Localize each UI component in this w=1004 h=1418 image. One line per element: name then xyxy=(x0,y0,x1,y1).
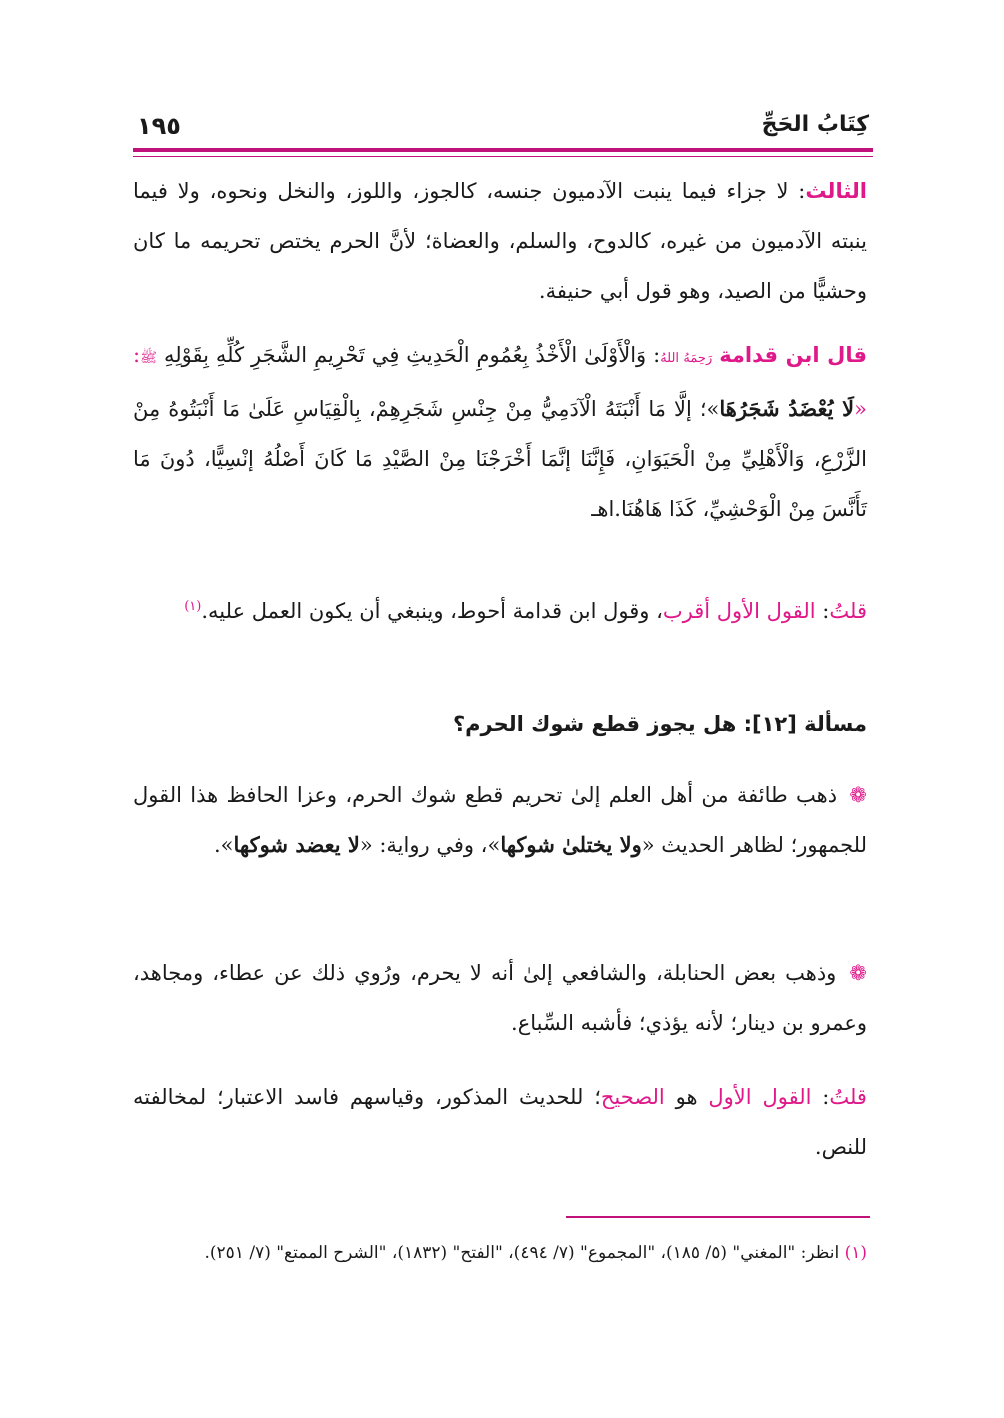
highlight-phrase: القول الأول xyxy=(708,1085,812,1109)
footnote-rule xyxy=(566,1216,870,1218)
paragraph-label: قلتُ xyxy=(829,1085,867,1109)
issue-number: مسألة [١٢]: xyxy=(743,712,867,736)
paragraph-opinion-permit xyxy=(133,948,867,1048)
flower-bullet-icon: ❁ xyxy=(849,783,867,807)
paragraph-text: »؛ إلَّا مَا أَنْبَتَهُ الْآدَمِيُّ مِنْ جِنْسِ شَجَرِهِمْ، بِالْقِيَاسِ عَلَىٰ مَا أَنْبَتُوهُ مِنْ الزَّرْعِ، وَالْأَهْلِيِّ مِنْ الْحَيَوَانِ، فَإِنَّنَا إنَّمَا أَخْرَجْنَا مِنْ الصَّيْدِ مَا كَانَ أَصْلُهُ إنْسِيًّا، دُونَ مَا تَأَنَّسَ مِنْ الْوَحْشِيِّ، كَذَا هَاهُنَا.اهـ xyxy=(133,397,867,521)
paragraph-label: الثالث xyxy=(805,179,867,203)
footnote-number: (١) xyxy=(844,1243,867,1263)
flower-bullet-icon: ❁ xyxy=(849,961,867,985)
footnote xyxy=(133,1236,867,1270)
header-rule-thick xyxy=(133,148,873,152)
book-title: كِتَابُ الحَجِّ xyxy=(761,112,869,137)
highlight-phrase: القول الأول أقرب xyxy=(662,599,816,623)
paragraph-third-opinion xyxy=(133,166,867,316)
hadith-quote: لَا يُعْضَدُ شَجَرُهَا xyxy=(719,396,855,421)
paragraph-label: قلتُ xyxy=(829,599,867,623)
footnote-text: انظر: "المغني" (٥/ ١٨٥)، "المجموع" (٧/ ٤٩٤)، "الفتح" (١٨٣٢)، "الشرح الممتع" (٧/ ٢٥١). xyxy=(204,1243,845,1263)
paragraph-text: ؛ للحديث المذكور، وقياسهم فاسد الاعتبار؛ لمخالفته للنص. xyxy=(133,1085,867,1159)
paragraph-label: قال ابن قدامة xyxy=(719,343,867,367)
header-rule-thin xyxy=(133,156,873,157)
paragraph-text: : لا جزاء فيما ينبت الآدميون جنسه، كالجوز، واللوز، والنخل ونحوه، ولا فيما ينبته الآدميون من غيره، كالدوح، والسلم، والعضاة؛ لأنَّ الحرم يختص تحريمه ما كان وحشيًّا من الصيد، وهو قول أبي حنيفة. xyxy=(133,179,867,303)
paragraph-opinion-prohibit xyxy=(133,770,867,870)
hadith-quote: ولا يختلىٰ شوكها xyxy=(500,832,642,857)
hadith-quote: لا يعضد شوكها xyxy=(233,832,360,857)
paragraph-text: وذهب بعض الحنابلة، والشافعي إلىٰ أنه لا يحرم، ورُوي ذلك عن عطاء، ومجاهد، وعمرو بن دينار؛ لأنه يؤذي؛ فأشبه السِّباع. xyxy=(133,961,867,1035)
page-header xyxy=(133,112,873,148)
page-number: ١٩٥ xyxy=(137,112,181,140)
label-colon: : xyxy=(815,599,830,623)
paragraph-text: : وَالْأَوْلَىٰ الْأَخْذُ بِعُمُومِ الْحَدِيثِ فِي تَحْرِيمِ الشَّجَرِ كُلِّهِ بِقَوْلِهِ xyxy=(163,343,661,367)
honorific-mark: رَحِمَهُ اللهُ xyxy=(660,351,713,366)
quote-open: : « xyxy=(133,343,867,421)
salutation-mark: ﷺ xyxy=(140,350,157,366)
paragraph-author-opinion-2 xyxy=(133,1072,867,1172)
paragraph-text: ». xyxy=(213,833,234,857)
paragraph-text: ذهب طائفة من أهل العلم إلىٰ تحريم قطع شوك الحرم، وعزا الحافظ هذا القول للجمهور؛ لظاهر الحديث « xyxy=(133,783,867,857)
paragraph-text: ، وقول ابن قدامة أحوط، وينبغي أن يكون العمل عليه. xyxy=(201,599,663,623)
paragraph-text: هو xyxy=(664,1085,709,1109)
footnote-marker: (١) xyxy=(184,599,202,614)
label-colon: : xyxy=(811,1085,830,1109)
paragraph-author-opinion-1 xyxy=(133,582,867,636)
highlight-word: الصحيح xyxy=(600,1085,665,1109)
issue-title: هل يجوز قطع شوك الحرم؟ xyxy=(452,712,737,736)
issue-heading xyxy=(133,712,867,736)
paragraph-ibn-qudama xyxy=(133,330,867,534)
paragraph-text: »، وفي رواية: « xyxy=(359,833,501,857)
